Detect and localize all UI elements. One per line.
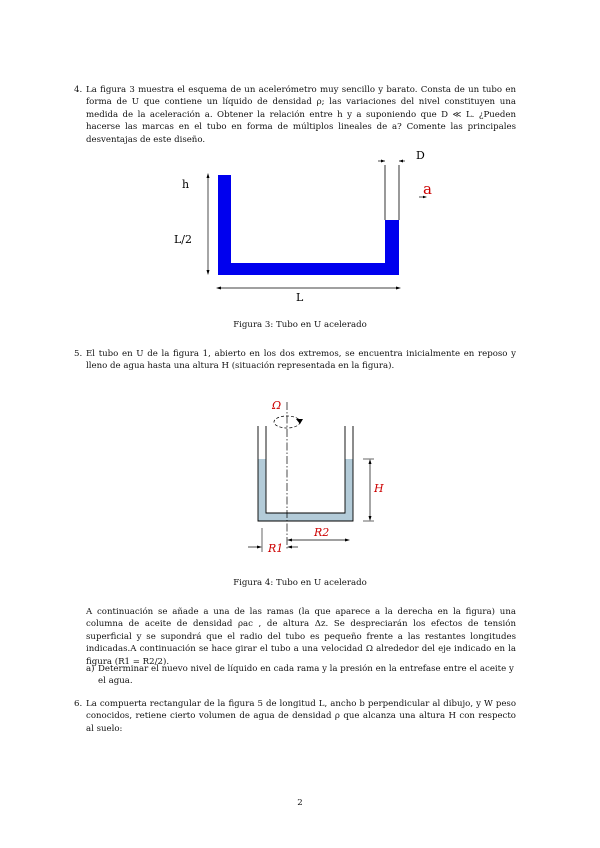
liquid-right-column bbox=[385, 220, 399, 275]
problem-4 bbox=[74, 84, 516, 146]
page-number: 2 bbox=[297, 798, 303, 808]
label-d: D bbox=[416, 149, 425, 162]
problem-text: El tubo en U de la figura 1, abierto en los dos extremos, se encuentra inicialmente en reposo y lleno de agua hasta una altura H (situación representada en la figura). bbox=[86, 349, 516, 372]
subitem-a bbox=[86, 663, 516, 688]
figure-3-diagram bbox=[160, 145, 450, 305]
subitem-label: a) bbox=[86, 664, 95, 674]
figure-3-caption: Figura 3: Tubo en U acelerado bbox=[233, 320, 367, 330]
liquid-bottom bbox=[218, 263, 399, 275]
liquid-left-column bbox=[218, 175, 231, 275]
problem-text: La compuerta rectangular de la figura 5 de longitud L, ancho b perpendicular al dibujo, y W peso conocidos, retiene cierto volumen de agua de densidad ρ que alcanza una altura H con respecto al suelo: bbox=[86, 699, 516, 734]
problem-text: La figura 3 muestra el esquema de un acelerómetro muy sencillo y barato. Consta de un tubo en forma de U que contiene un líquido de densidad ρ; las variaciones del nivel constituyen una medida de la aceleración a. Obtener la relación entre h y a suponiendo que D ≪ L. ¿Pueden hacerse las marcas en el tubo en forma de múltiplos lineales de a? Comente las principales desventajas de este diseño. bbox=[86, 85, 516, 145]
problem-number: 6. bbox=[74, 699, 83, 709]
label-a: a bbox=[423, 180, 432, 198]
label-omega: Ω bbox=[272, 399, 282, 412]
figure-4-diagram bbox=[235, 395, 395, 560]
label-h: H bbox=[374, 482, 384, 495]
problem-5 bbox=[74, 348, 516, 373]
label-h: h bbox=[182, 178, 190, 191]
problem-number: 4. bbox=[74, 85, 83, 95]
label-r1: R1 bbox=[268, 542, 284, 555]
label-r2: R2 bbox=[314, 526, 330, 539]
u-tube-liquid bbox=[218, 175, 399, 275]
continuation-paragraph: A continuación se añade a una de las ramas (la que aparece a la derecha en la figura) una columna de aceite de densidad ρac , de altura Δz. Se despreciarán los efectos de tensión superficial y se supondrá que el radio del tubo es pequeño frente a las restantes longitudes indicadas.A continuación se hace girar el tubo a una velocidad Ω alrededor del eje indicado en la figura (R1 = R2/2). bbox=[86, 607, 516, 667]
subitem-text: Determinar el nuevo nivel de líquido en cada rama y la presión en la entrefase entre el aceite y el agua. bbox=[98, 664, 514, 687]
water-fill bbox=[258, 459, 353, 521]
label-l: L bbox=[296, 291, 304, 304]
figure-4-caption: Figura 4: Tubo en U acelerado bbox=[233, 578, 367, 588]
u-tube-walls bbox=[258, 426, 353, 521]
label-l-half: L/2 bbox=[174, 233, 193, 246]
problem-6 bbox=[74, 698, 516, 735]
problem-number: 5. bbox=[74, 349, 83, 359]
